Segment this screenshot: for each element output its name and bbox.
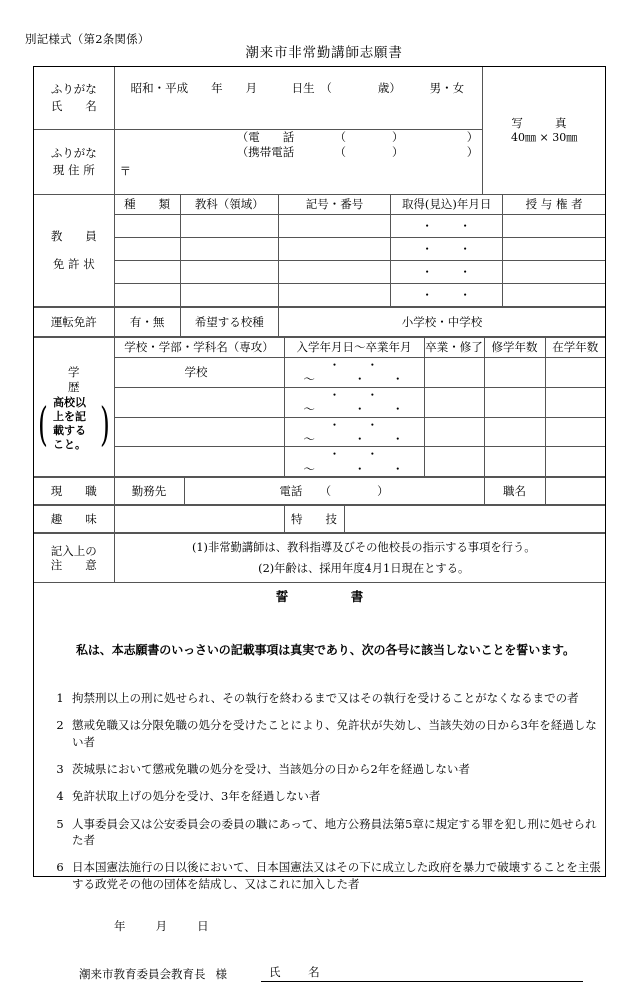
license-row[interactable] — [34, 284, 605, 307]
license-subject-cell[interactable] — [180, 215, 278, 238]
name-ruby-label: ふりがな — [50, 82, 97, 97]
license-row[interactable] — [34, 238, 605, 261]
license-col-date: 取得(見込)年月日 — [391, 195, 503, 215]
education-col-period: 入学年月日～卒業年月 — [284, 338, 424, 358]
notes-item: (2)年齢は、採用年度4月1日現在とする。 — [258, 561, 470, 575]
license-row[interactable] — [34, 215, 605, 238]
education-col-years-study: 修学年数 — [484, 338, 545, 358]
photo-size-label: 40㎜ × 30㎜ — [511, 130, 578, 144]
oath-clause — [48, 690, 605, 706]
oath-clause — [48, 816, 605, 849]
skill-label: 特 技 — [284, 506, 344, 533]
education-years-study-cell[interactable] — [484, 358, 545, 388]
oath-clause-list — [34, 690, 605, 892]
oath-title: 誓 書 — [275, 589, 376, 604]
education-col-status: 卒業・修了 — [424, 338, 484, 358]
oath-clause — [48, 717, 605, 750]
education-period-cell[interactable]: ・ ・ ～ ・ ・ — [284, 417, 424, 447]
oath-clause-text: 茨城県において懲戒免職の処分を受け、当該処分の日から2年を経過しない者 — [72, 761, 470, 776]
mobile-phone-line: （携帯電話 （ ） ） — [236, 145, 479, 160]
name-label: 氏 名 — [50, 99, 97, 113]
oath-clause-number: 1 — [56, 691, 64, 705]
education-status-cell[interactable] — [424, 387, 484, 417]
photo-label: 写 真 — [511, 116, 577, 131]
education-status-cell[interactable] — [424, 358, 484, 388]
school-preference-label: 希望する校種 — [180, 308, 278, 337]
oath-date-line[interactable] — [34, 918, 605, 934]
oath-clause-number: 2 — [56, 718, 64, 733]
address-input-cell[interactable] — [114, 130, 483, 195]
oath-clause — [48, 761, 605, 777]
education-row[interactable] — [34, 417, 605, 447]
notes-label-line2: 注 意 — [50, 558, 97, 572]
date-month-label: 月 — [155, 918, 168, 933]
workplace-telephone-cell[interactable]: 電話 （ ） — [184, 478, 484, 505]
education-row-label — [34, 338, 134, 477]
license-type-cell[interactable] — [114, 261, 180, 284]
signature-name-label: 氏 名 — [261, 964, 328, 982]
driving-license-value[interactable]: 有・無 — [114, 308, 180, 337]
honorific-label: 様 — [215, 966, 227, 981]
telephone-line: （電 話 （ ） ） — [236, 129, 479, 144]
oath-clause-number: 3 — [56, 761, 64, 776]
license-date-cell[interactable]: ・ ・ — [391, 261, 503, 284]
oath-clause-text: 日本国憲法施行の日以後において、日本国憲法又はその下に成立した政府を暴力で破壊することを主張する政党その他の団体を結成し、又はこれに加入した者 — [72, 860, 601, 891]
education-row[interactable] — [34, 387, 605, 417]
current-job-section — [34, 477, 605, 505]
oath-clause-number: 4 — [56, 789, 64, 804]
date-year-label: 年 — [114, 918, 126, 933]
education-years-enrolled-cell[interactable] — [545, 447, 605, 477]
education-years-enrolled-cell[interactable] — [545, 358, 605, 388]
education-years-study-cell[interactable] — [484, 447, 545, 477]
education-col-years-enrolled: 在学年数 — [545, 338, 605, 358]
current-job-label: 現 職 — [34, 478, 114, 505]
license-col-issuer: 授 与 権 者 — [503, 195, 605, 215]
license-issuer-cell[interactable] — [503, 284, 605, 307]
form-code: 別記様式（第2条関係） — [25, 32, 150, 46]
license-row[interactable] — [34, 261, 605, 284]
school-preference-value[interactable]: 小学校・中学校 — [278, 308, 605, 337]
oath-clause-number: 6 — [56, 860, 64, 875]
license-issuer-cell[interactable] — [503, 238, 605, 261]
form-outer-frame — [33, 66, 606, 981]
education-row[interactable] — [34, 447, 605, 477]
driving-license-label: 運転免許 — [34, 308, 114, 337]
license-col-subject: 教科（領域） — [180, 195, 278, 215]
license-number-cell[interactable] — [278, 238, 390, 261]
date-day-label: 日 — [197, 918, 209, 933]
license-date-cell[interactable]: ・ ・ — [391, 215, 503, 238]
license-type-cell[interactable] — [114, 215, 180, 238]
address-label-cell — [34, 130, 114, 195]
photo-box[interactable] — [483, 67, 605, 195]
license-type-cell[interactable] — [114, 284, 180, 307]
education-school-cell[interactable] — [114, 447, 284, 477]
hobby-value-cell[interactable] — [114, 506, 284, 533]
oath-section — [34, 559, 605, 981]
oath-clause — [48, 788, 605, 804]
oath-clause-text: 免許状取上げの処分を受け、3年を経過しない者 — [72, 789, 321, 804]
education-col-school: 学校・学部・学科名（専攻） — [114, 338, 284, 358]
name-input-cell[interactable] — [114, 67, 483, 130]
license-number-cell[interactable] — [278, 284, 390, 307]
position-value-cell[interactable] — [545, 478, 605, 505]
license-section — [34, 195, 605, 307]
address-ruby-label: ふりがな — [50, 146, 97, 161]
license-subject-cell[interactable] — [180, 284, 278, 307]
license-subject-cell[interactable] — [180, 261, 278, 284]
education-period-cell[interactable]: ・ ・ ～ ・ ・ — [284, 447, 424, 477]
education-section — [34, 337, 605, 477]
license-label-line1: 教 員 — [50, 228, 97, 243]
license-issuer-cell[interactable] — [503, 261, 605, 284]
education-years-enrolled-cell[interactable] — [545, 387, 605, 417]
license-label-line2: 免 許 状 — [52, 256, 95, 271]
education-label: 学 歴 — [67, 365, 134, 394]
education-period-cell[interactable]: ・ ・ ～ ・ ・ — [284, 358, 424, 388]
education-note-text: 高校以上を記載すること。 — [52, 396, 86, 452]
license-date-cell[interactable]: ・ ・ — [391, 238, 503, 261]
oath-clause-number: 5 — [56, 816, 64, 831]
birth-date-line: 昭和・平成 年 月 日生 （ 歳） 男・女 — [130, 80, 465, 95]
signature-line — [34, 964, 605, 982]
oath-clause-text: 拘禁刑以上の刑に処せられ、その執行を終わるまで又はその執行を受けることがなくなるまでの者 — [72, 691, 579, 705]
oath-intro: 私は、本志願書のいっさいの記載事項は真実であり、次の各号に該当しないことを誓います。 — [76, 643, 575, 657]
license-col-type: 種 類 — [114, 195, 180, 215]
workplace-label: 勤務先 — [114, 478, 184, 505]
education-status-cell[interactable] — [424, 417, 484, 447]
notes-label-line1: 記入上の — [50, 543, 97, 558]
education-years-study-cell[interactable] — [484, 417, 545, 447]
oath-clause — [48, 859, 605, 892]
license-number-cell[interactable] — [278, 215, 390, 238]
education-years-study-cell[interactable] — [484, 387, 545, 417]
signature-name-input[interactable] — [328, 969, 583, 982]
license-col-number: 記号・番号 — [278, 195, 390, 215]
license-issuer-cell[interactable] — [503, 215, 605, 238]
license-date-cell[interactable]: ・ ・ — [391, 284, 503, 307]
hobby-label: 趣 味 — [34, 506, 114, 533]
education-status-cell[interactable] — [424, 447, 484, 477]
addressee-label: 潮来市教育委員会教育長 — [79, 966, 206, 981]
page-title: 潮来市非常勤講師志願書 — [245, 45, 403, 61]
driving-section — [34, 307, 605, 337]
education-period-cell[interactable]: ・ ・ ～ ・ ・ — [284, 387, 424, 417]
postal-code-mark: 〒 — [119, 164, 132, 178]
license-number-cell[interactable] — [278, 261, 390, 284]
education-years-enrolled-cell[interactable] — [545, 417, 605, 447]
education-school-cell[interactable] — [114, 387, 284, 417]
oath-clause-text: 人事委員会又は公安委員会の委員の職にあって、地方公務員法第5章に規定する罪を犯し刑に処せられた者 — [72, 816, 597, 847]
name-label-cell — [34, 67, 114, 130]
license-type-cell[interactable] — [114, 238, 180, 261]
oath-clause-text: 懲戒免職又は分限免職の処分を受けたことにより、免許状が失効し、当該失効の日から3年を経過しない者 — [72, 718, 597, 749]
education-note: ( 高校以上を記載すること。 ) — [38, 396, 110, 452]
position-label: 職名 — [484, 478, 545, 505]
personal-section — [34, 67, 605, 195]
notes-item: (1)非常勤講師は、教科指導及びその他校長の指示する事項を行う。 — [191, 541, 536, 555]
address-label: 現 住 所 — [52, 163, 95, 177]
hobby-section — [34, 505, 605, 533]
license-row-label — [34, 195, 114, 307]
education-school-cell[interactable] — [114, 417, 284, 447]
education-school-cell[interactable]: 学校 — [114, 358, 284, 388]
skill-value-cell[interactable] — [344, 506, 605, 533]
license-subject-cell[interactable] — [180, 238, 278, 261]
